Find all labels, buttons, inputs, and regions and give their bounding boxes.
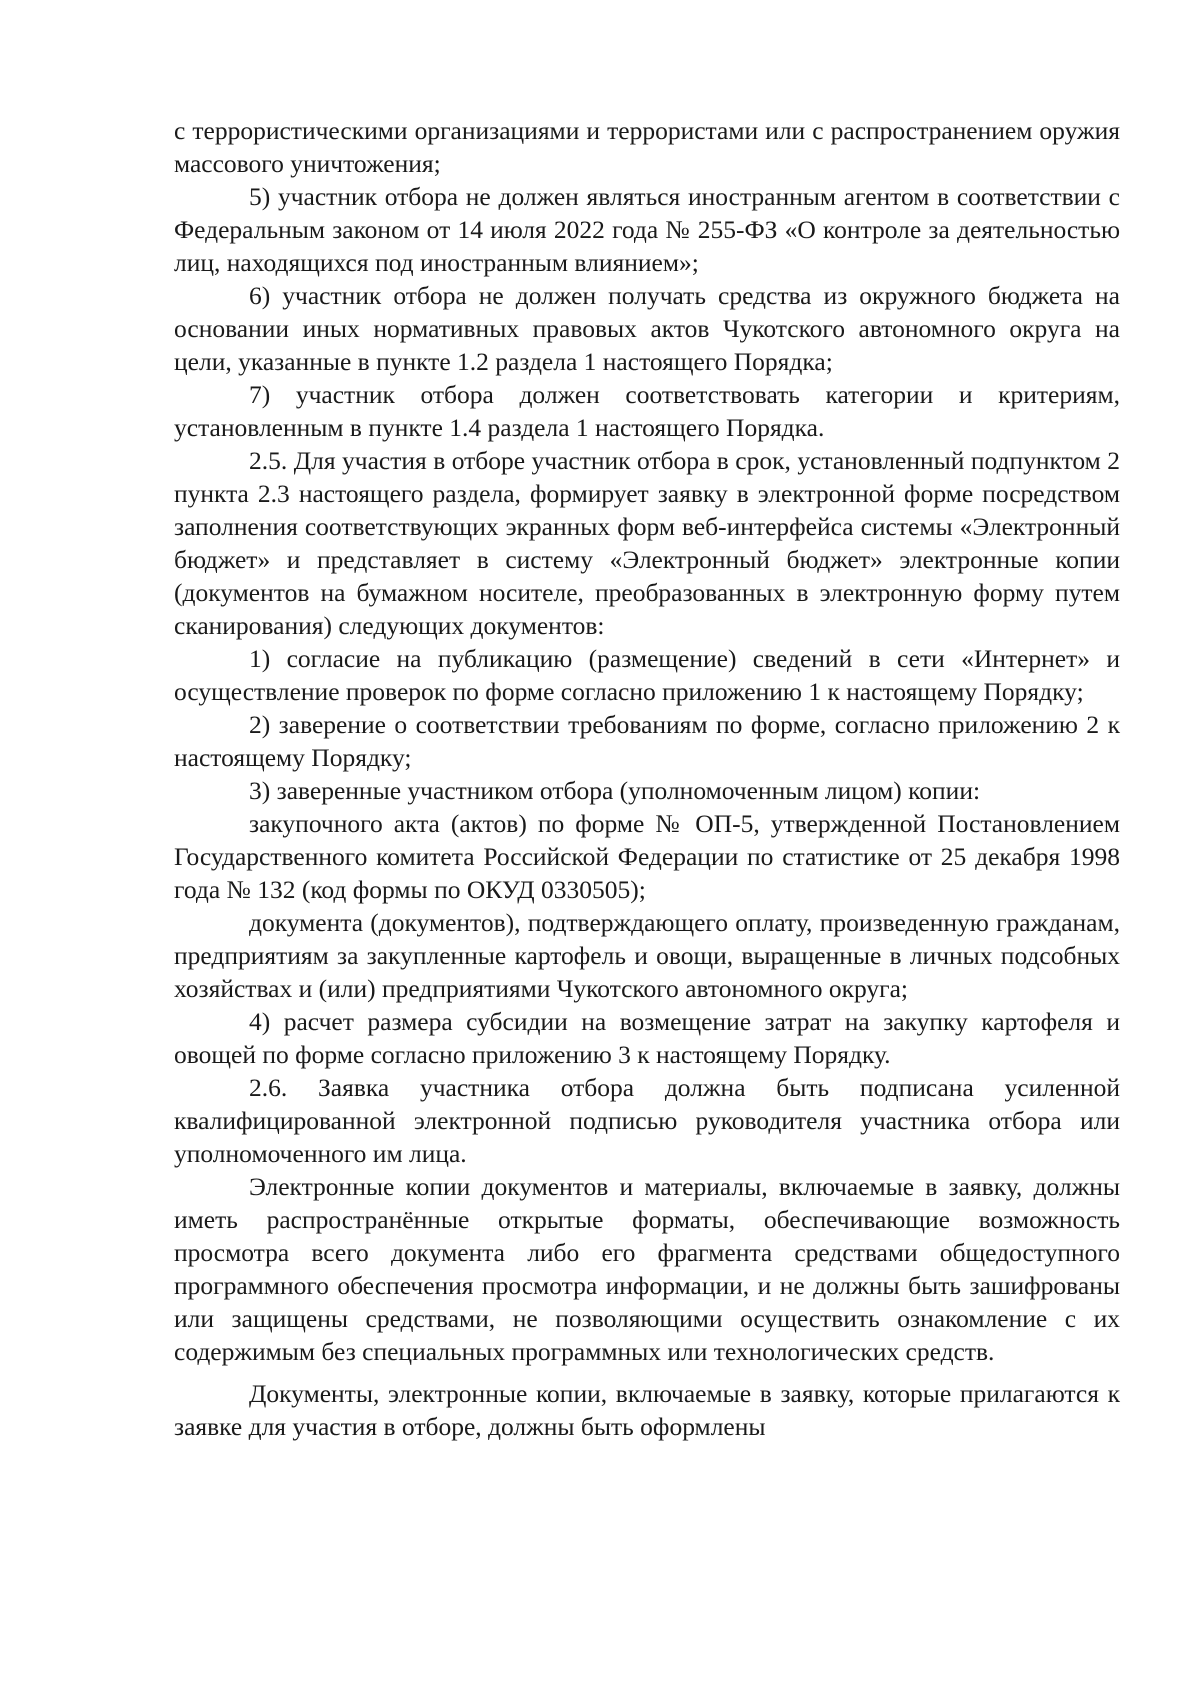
- paragraph-documents-format: Документы, электронные копии, включаемые в заявку, которые прилагаются к заявке для участия в отборе, должны быть оформлены: [174, 1379, 1120, 1441]
- paragraph-doc-item-4: 4) расчет размера субсидии на возмещение затрат на закупку картофеля и овощей по форме согласно приложению 3 к настоящему Порядку.: [174, 1007, 1120, 1069]
- paragraph-continuation: с террористическими организациями и террористами или с распространением оружия массового уничтожения;: [174, 116, 1120, 178]
- paragraph-item-7: 7) участник отбора должен соответствовать категории и критериям, установленным в пункте 1.4 раздела 1 настоящего Порядка.: [174, 380, 1120, 442]
- paragraph-payment-document: документа (документов), подтверждающего оплату, произведенную гражданам, предприятиям за закупленные картофель и овощи, выращенные в личных подсобных хозяйствах и (или) предприятиями Чукотского автономного округа;: [174, 908, 1120, 1003]
- paragraph-doc-item-3: 3) заверенные участником отбора (уполномоченным лицом) копии:: [249, 776, 981, 805]
- paragraph-section-2-5: 2.5. Для участия в отборе участник отбора в срок, установленный подпунктом 2 пункта 2.3 настоящего раздела, формирует заявку в электронной форме посредством заполнения соответствующих экранных форм веб-интерфейса системы «Электронный бюджет» и представляет в систему «Электронный бюджет» электронные копии (документов на бумажном носителе, преобразованных в электронную форму путем сканирования) следующих документов:: [174, 446, 1120, 640]
- paragraph-item-5: 5) участник отбора не должен являться иностранным агентом в соответствии с Федеральным законом от 14 июля 2022 года № 255-ФЗ «О контроле за деятельностью лиц, находящихся под иностранным влиянием»;: [174, 182, 1120, 277]
- paragraph-section-2-6: 2.6. Заявка участника отбора должна быть подписана усиленной квалифицированной электронной подписью руководителя участника отбора или уполномоченного им лица.: [174, 1073, 1120, 1168]
- paragraph-electronic-copies: Электронные копии документов и материалы, включаемые в заявку, должны иметь распространённые открытые форматы, обеспечивающие возможность просмотра всего документа либо его фрагмента средствами общедоступного программного обеспечения просмотра информации, и не должны быть зашифрованы или защищены средствами, не позволяющими осуществить ознакомление с их содержимым без специальных программных или технологических средств.: [174, 1172, 1120, 1366]
- paragraph-purchase-act: закупочного акта (актов) по форме № ОП-5, утвержденной Постановлением Государственного комитета Российской Федерации по статистике от 25 декабря 1998 года № 132 (код формы по ОКУД 0330505);: [174, 809, 1120, 904]
- paragraph-doc-item-2: 2) заверение о соответствии требованиям по форме, согласно приложению 2 к настоящему Порядку;: [174, 710, 1120, 772]
- paragraph-doc-item-1: 1) согласие на публикацию (размещение) сведений в сети «Интернет» и осуществление проверок по форме согласно приложению 1 к настоящему Порядку;: [174, 644, 1120, 706]
- paragraph-item-6: 6) участник отбора не должен получать средства из окружного бюджета на основании иных нормативных правовых актов Чукотского автономного округа на цели, указанные в пункте 1.2 раздела 1 настоящего Порядка;: [174, 281, 1120, 376]
- document-body: [174, 114, 1120, 1443]
